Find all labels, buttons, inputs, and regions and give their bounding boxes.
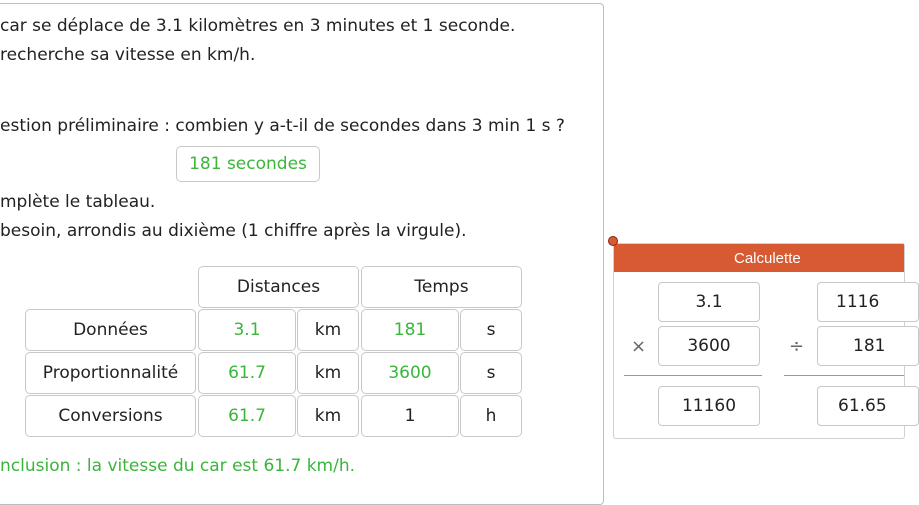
cell-time-unit: s — [460, 309, 522, 351]
header-temps: Temps — [361, 266, 522, 308]
cell-distance-unit: km — [297, 352, 359, 394]
calc-mult-rule — [624, 375, 762, 376]
calc-mult-operand-a[interactable]: 3.1 — [658, 282, 760, 322]
calc-mult-operand-b[interactable]: 3600 — [658, 326, 760, 366]
cell-distance-unit: km — [297, 395, 359, 437]
calc-mult-result: 11160 — [658, 386, 760, 426]
calc-div-result: 61.65 — [817, 386, 919, 426]
cell-distance-donnees[interactable]: 3.1 — [198, 309, 296, 351]
problem-line-2: recherche sa vitesse en km/h. — [0, 45, 256, 65]
calc-div-operand-b[interactable]: 181 — [817, 326, 919, 366]
calculator-title: Calculette — [734, 249, 801, 267]
cell-time-unit: s — [460, 352, 522, 394]
calc-div-rule — [784, 375, 904, 376]
cell-time-conversions[interactable]: 1 — [361, 395, 459, 437]
cell-time-unit: h — [460, 395, 522, 437]
cell-distance-proportionnalite[interactable]: 61.7 — [198, 352, 296, 394]
cell-distance-unit: km — [297, 309, 359, 351]
header-distances: Distances — [198, 266, 359, 308]
problem-line-1: car se déplace de 3.1 kilomètres en 3 minutes et 1 seconde. — [0, 16, 516, 36]
row-label-donnees: Données — [25, 309, 196, 351]
divide-icon: ÷ — [789, 336, 805, 357]
multiply-icon: × — [631, 336, 647, 357]
instruction-line-2: besoin, arrondis au dixième (1 chiffre après la virgule). — [0, 221, 467, 241]
calc-div-operand-a[interactable]: 1116 — [817, 282, 919, 322]
preliminary-answer-field[interactable]: 181 secondes — [176, 146, 320, 182]
row-label-conversions: Conversions — [25, 395, 196, 437]
calculator-window — [613, 243, 905, 439]
cell-time-donnees[interactable]: 181 — [361, 309, 459, 351]
calculator-title-bar[interactable] — [614, 244, 904, 272]
cell-distance-conversions[interactable]: 61.7 — [198, 395, 296, 437]
cell-time-proportionnalite[interactable]: 3600 — [361, 352, 459, 394]
row-label-proportionnalite: Proportionnalité — [25, 352, 196, 394]
conclusion-text: nclusion : la vitesse du car est 61.7 km/h. — [0, 456, 356, 476]
calculator-drag-handle[interactable] — [608, 236, 618, 246]
instruction-line-1: mplète le tableau. — [0, 192, 156, 212]
preliminary-question: estion préliminaire : combien y a-t-il de secondes dans 3 min 1 s ? — [0, 116, 565, 136]
